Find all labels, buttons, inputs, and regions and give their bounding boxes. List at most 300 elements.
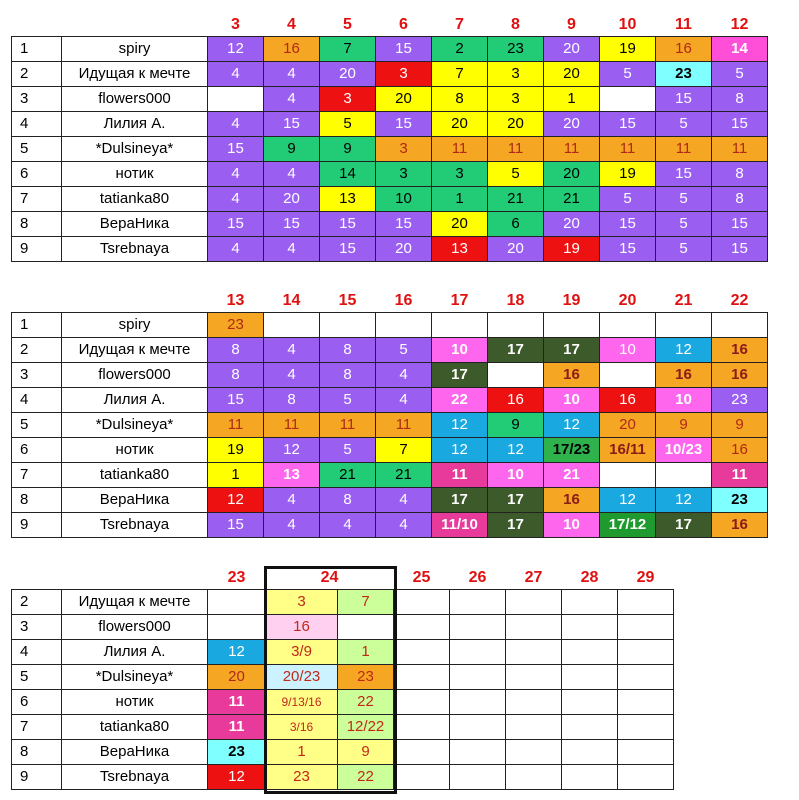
score-cell — [712, 313, 768, 338]
participant-row — [12, 438, 768, 463]
score-cell: 3 — [320, 87, 376, 112]
score-cell: 17 — [432, 488, 488, 513]
participant-row — [12, 413, 768, 438]
participant-name: spiry — [62, 313, 208, 338]
participant-row — [12, 765, 674, 790]
participant-name: Идущая к мечте — [62, 590, 208, 615]
participant-name: Tsrebnaya — [62, 765, 208, 790]
day-number: 21 — [674, 292, 693, 309]
score-cell: 3/16 — [266, 715, 338, 740]
score-cell: 17 — [656, 513, 712, 538]
participant-row — [12, 313, 768, 338]
score-cell — [264, 313, 320, 338]
score-cell: 16 — [544, 363, 600, 388]
score-cell: 5 — [600, 187, 656, 212]
score-cell — [506, 715, 562, 740]
score-cell: 4 — [376, 363, 432, 388]
score-cell: 23 — [712, 388, 768, 413]
score-cell: 11 — [712, 137, 768, 162]
day-number: 19 — [562, 292, 581, 309]
score-cell: 4 — [264, 87, 320, 112]
header-spacer — [62, 567, 208, 590]
score-cell — [450, 690, 506, 715]
day-number: 14 — [282, 292, 301, 309]
day-number: 20 — [618, 292, 637, 309]
score-cell: 20/23 — [266, 665, 338, 690]
participant-row — [12, 388, 768, 413]
score-cell: 12 — [656, 488, 712, 513]
row-index: 3 — [12, 363, 62, 388]
score-cell: 11 — [600, 137, 656, 162]
score-cell: 15 — [656, 87, 712, 112]
score-cell — [600, 463, 656, 488]
day-number: 8 — [511, 16, 520, 33]
score-cell — [506, 640, 562, 665]
day-number: 28 — [580, 569, 599, 586]
score-cell: 5 — [656, 212, 712, 237]
score-cell: 7 — [376, 438, 432, 463]
score-cell — [488, 313, 544, 338]
score-cell: 15 — [600, 112, 656, 137]
score-cell — [562, 740, 618, 765]
score-cell: 4 — [376, 513, 432, 538]
score-cell: 10 — [544, 513, 600, 538]
score-cell: 4 — [264, 62, 320, 87]
participant-row — [12, 590, 674, 615]
score-cell: 7 — [432, 62, 488, 87]
score-cell: 12 — [656, 338, 712, 363]
score-cell — [208, 590, 266, 615]
score-cell: 5 — [600, 62, 656, 87]
score-cell: 11 — [432, 137, 488, 162]
score-cell: 15 — [208, 388, 264, 413]
score-cell: 16 — [712, 438, 768, 463]
participant-name: *Dulsineya* — [62, 665, 208, 690]
score-cell — [450, 665, 506, 690]
schedule-table-days-3-12 — [11, 14, 768, 262]
score-cell: 5 — [320, 438, 376, 463]
day-number: 17 — [450, 292, 469, 309]
score-cell: 4 — [264, 513, 320, 538]
score-cell: 11 — [208, 413, 264, 438]
score-cell — [394, 665, 450, 690]
score-cell: 16 — [712, 363, 768, 388]
score-cell: 20 — [376, 87, 432, 112]
row-index: 4 — [12, 112, 62, 137]
score-cell: 20 — [488, 237, 544, 262]
score-cell: 16 — [600, 388, 656, 413]
participant-row — [12, 363, 768, 388]
score-cell: 16 — [656, 37, 712, 62]
score-cell — [600, 87, 656, 112]
participant-name: нотик — [62, 438, 208, 463]
score-cell: 15 — [656, 162, 712, 187]
score-cell: 23 — [488, 37, 544, 62]
day-number: 7 — [455, 16, 464, 33]
score-cell: 16 — [712, 513, 768, 538]
score-cell — [544, 313, 600, 338]
row-index: 8 — [12, 740, 62, 765]
score-cell — [450, 590, 506, 615]
score-cell: 4 — [376, 388, 432, 413]
participant-row — [12, 715, 674, 740]
score-cell: 11 — [264, 413, 320, 438]
score-cell: 3 — [488, 62, 544, 87]
score-cell: 23 — [266, 765, 338, 790]
score-cell: 3 — [376, 137, 432, 162]
score-cell: 12 — [208, 488, 264, 513]
day-number: 13 — [226, 292, 245, 309]
score-cell: 11/10 — [432, 513, 488, 538]
score-cell: 20 — [544, 212, 600, 237]
day-number: 5 — [343, 16, 352, 33]
score-cell: 12 — [488, 438, 544, 463]
score-cell: 10 — [488, 463, 544, 488]
participant-name: Лилия А. — [62, 388, 208, 413]
score-cell: 14 — [320, 162, 376, 187]
score-cell: 4 — [208, 237, 264, 262]
score-cell: 8 — [712, 187, 768, 212]
score-cell: 11 — [488, 137, 544, 162]
participant-row — [12, 338, 768, 363]
score-cell: 16 — [266, 615, 338, 640]
score-cell: 10 — [656, 388, 712, 413]
score-cell: 15 — [600, 237, 656, 262]
day-number: 24 — [320, 569, 339, 586]
score-cell: 3 — [376, 62, 432, 87]
score-cell: 12 — [600, 488, 656, 513]
score-cell: 19 — [600, 162, 656, 187]
score-cell: 9 — [320, 137, 376, 162]
score-cell: 15 — [600, 212, 656, 237]
score-cell: 15 — [208, 137, 264, 162]
score-cell: 8 — [320, 363, 376, 388]
score-cell: 20 — [488, 112, 544, 137]
score-cell: 20 — [432, 212, 488, 237]
participant-row — [12, 463, 768, 488]
score-cell — [600, 313, 656, 338]
score-cell: 17 — [488, 488, 544, 513]
participant-name: нотик — [62, 690, 208, 715]
score-cell: 16/11 — [600, 438, 656, 463]
row-index: 7 — [12, 715, 62, 740]
score-cell: 23 — [712, 488, 768, 513]
score-cell: 17/23 — [544, 438, 600, 463]
score-cell: 15 — [712, 112, 768, 137]
score-cell: 4 — [264, 363, 320, 388]
score-cell: 23 — [338, 665, 394, 690]
day-number: 15 — [338, 292, 357, 309]
score-cell: 23 — [208, 740, 266, 765]
schedule-grid — [11, 567, 674, 790]
score-cell: 17 — [488, 338, 544, 363]
day-number: 6 — [399, 16, 408, 33]
score-cell: 20 — [544, 162, 600, 187]
score-cell: 15 — [320, 212, 376, 237]
score-cell: 23 — [656, 62, 712, 87]
score-cell — [618, 590, 674, 615]
row-index: 6 — [12, 438, 62, 463]
score-cell: 5 — [376, 338, 432, 363]
row-index: 8 — [12, 488, 62, 513]
participant-row — [12, 237, 768, 262]
score-cell: 4 — [264, 237, 320, 262]
row-index: 6 — [12, 162, 62, 187]
participant-name: ВераНика — [62, 740, 208, 765]
score-cell: 3 — [488, 87, 544, 112]
score-cell: 17 — [544, 338, 600, 363]
score-cell — [394, 715, 450, 740]
score-cell: 3 — [266, 590, 338, 615]
participant-name: нотик — [62, 162, 208, 187]
day-number: 9 — [567, 16, 576, 33]
participant-row — [12, 665, 674, 690]
row-index: 7 — [12, 187, 62, 212]
score-cell: 11 — [712, 463, 768, 488]
score-cell: 15 — [376, 37, 432, 62]
day-number: 11 — [675, 16, 692, 33]
score-cell — [562, 665, 618, 690]
participant-name: tatianka80 — [62, 187, 208, 212]
score-cell — [506, 690, 562, 715]
header-spacer — [62, 14, 208, 37]
participant-name: *Dulsineya* — [62, 137, 208, 162]
score-cell: 8 — [264, 388, 320, 413]
score-cell: 22 — [432, 388, 488, 413]
score-cell — [394, 590, 450, 615]
score-cell: 21 — [544, 187, 600, 212]
participant-row — [12, 488, 768, 513]
score-cell: 8 — [208, 363, 264, 388]
score-cell — [506, 765, 562, 790]
score-cell: 10 — [544, 388, 600, 413]
participant-name: Идущая к мечте — [62, 338, 208, 363]
score-cell: 8 — [320, 338, 376, 363]
participant-name: tatianka80 — [62, 715, 208, 740]
row-index: 3 — [12, 615, 62, 640]
day-number: 29 — [636, 569, 655, 586]
score-cell: 9 — [712, 413, 768, 438]
score-cell: 21 — [544, 463, 600, 488]
participant-row — [12, 137, 768, 162]
score-cell — [618, 615, 674, 640]
header-spacer — [12, 290, 62, 313]
score-cell: 17/12 — [600, 513, 656, 538]
participant-row — [12, 162, 768, 187]
score-cell: 4 — [264, 338, 320, 363]
score-cell: 8 — [208, 338, 264, 363]
score-cell — [618, 690, 674, 715]
row-index: 6 — [12, 690, 62, 715]
participant-name: Tsrebnaya — [62, 513, 208, 538]
score-cell: 14 — [712, 37, 768, 62]
schedule-table-days-23-29 — [11, 567, 674, 790]
score-cell: 16 — [488, 388, 544, 413]
score-cell: 17 — [432, 363, 488, 388]
schedule-grid — [11, 290, 768, 538]
score-cell: 20 — [320, 62, 376, 87]
score-cell: 16 — [712, 338, 768, 363]
score-cell: 4 — [264, 488, 320, 513]
score-cell — [394, 615, 450, 640]
score-cell — [562, 715, 618, 740]
score-cell: 10 — [376, 187, 432, 212]
score-cell: 3 — [376, 162, 432, 187]
score-cell: 12 — [264, 438, 320, 463]
score-cell: 20 — [600, 413, 656, 438]
score-cell: 8 — [712, 162, 768, 187]
score-cell: 12 — [432, 438, 488, 463]
score-cell — [320, 313, 376, 338]
score-cell — [394, 690, 450, 715]
score-cell: 21 — [320, 463, 376, 488]
score-cell: 4 — [376, 488, 432, 513]
day-number: 16 — [394, 292, 413, 309]
score-cell: 5 — [656, 112, 712, 137]
day-number: 18 — [506, 292, 525, 309]
score-cell: 1 — [544, 87, 600, 112]
score-cell — [618, 665, 674, 690]
score-cell: 20 — [544, 37, 600, 62]
score-cell: 4 — [208, 187, 264, 212]
score-cell — [450, 615, 506, 640]
score-cell: 19 — [544, 237, 600, 262]
participant-name: Tsrebnaya — [62, 237, 208, 262]
score-cell — [618, 640, 674, 665]
participant-name: ВераНика — [62, 212, 208, 237]
score-cell — [506, 615, 562, 640]
score-cell — [600, 363, 656, 388]
participant-name: Лилия А. — [62, 640, 208, 665]
score-cell: 15 — [712, 237, 768, 262]
score-cell — [208, 615, 266, 640]
header-spacer — [62, 290, 208, 313]
score-cell: 10 — [600, 338, 656, 363]
row-index: 2 — [12, 590, 62, 615]
score-cell — [562, 615, 618, 640]
participant-name: Лилия А. — [62, 112, 208, 137]
participant-row — [12, 112, 768, 137]
day-number: 4 — [287, 16, 296, 33]
score-cell: 20 — [544, 62, 600, 87]
score-cell: 11 — [208, 690, 266, 715]
score-cell: 20 — [432, 112, 488, 137]
score-cell: 15 — [376, 212, 432, 237]
score-cell: 4 — [208, 62, 264, 87]
score-cell: 20 — [544, 112, 600, 137]
day-number: 25 — [412, 569, 431, 586]
score-cell: 9 — [264, 137, 320, 162]
score-cell — [562, 590, 618, 615]
participant-row — [12, 690, 674, 715]
score-cell: 9 — [488, 413, 544, 438]
score-cell: 11 — [544, 137, 600, 162]
score-cell: 9/13/16 — [266, 690, 338, 715]
score-cell: 8 — [320, 488, 376, 513]
schedule-grid — [11, 14, 768, 262]
day-number: 10 — [618, 16, 637, 33]
score-cell: 11 — [208, 715, 266, 740]
participant-name: flowers000 — [62, 363, 208, 388]
score-cell — [450, 765, 506, 790]
score-cell — [618, 715, 674, 740]
day-number: 12 — [730, 16, 749, 33]
score-cell: 16 — [264, 37, 320, 62]
row-index: 1 — [12, 37, 62, 62]
score-cell: 20 — [208, 665, 266, 690]
score-cell: 5 — [320, 388, 376, 413]
row-index: 1 — [12, 313, 62, 338]
row-index: 4 — [12, 640, 62, 665]
row-index: 2 — [12, 338, 62, 363]
score-cell: 15 — [320, 237, 376, 262]
score-cell: 10/23 — [656, 438, 712, 463]
row-index: 2 — [12, 62, 62, 87]
day-number: 27 — [524, 569, 543, 586]
score-cell — [208, 87, 264, 112]
score-cell: 23 — [208, 313, 264, 338]
score-cell — [562, 640, 618, 665]
score-cell: 15 — [712, 212, 768, 237]
score-cell: 5 — [712, 62, 768, 87]
score-cell: 4 — [264, 162, 320, 187]
score-cell: 5 — [488, 162, 544, 187]
score-cell: 12/22 — [338, 715, 394, 740]
score-cell: 4 — [208, 162, 264, 187]
participant-row — [12, 37, 768, 62]
score-cell: 22 — [338, 765, 394, 790]
score-cell: 12 — [208, 640, 266, 665]
score-cell: 13 — [320, 187, 376, 212]
score-cell — [432, 313, 488, 338]
participant-name: spiry — [62, 37, 208, 62]
row-index: 5 — [12, 413, 62, 438]
score-cell: 7 — [320, 37, 376, 62]
score-cell: 15 — [208, 212, 264, 237]
score-cell — [656, 463, 712, 488]
participant-name: ВераНика — [62, 488, 208, 513]
score-cell — [656, 313, 712, 338]
score-cell: 15 — [264, 112, 320, 137]
participant-row — [12, 513, 768, 538]
score-cell: 12 — [208, 765, 266, 790]
day-header-row — [12, 567, 674, 590]
row-index: 5 — [12, 137, 62, 162]
participant-row — [12, 640, 674, 665]
day-number: 26 — [468, 569, 487, 586]
score-cell — [488, 363, 544, 388]
score-cell: 9 — [656, 413, 712, 438]
score-cell: 6 — [488, 212, 544, 237]
score-cell: 8 — [712, 87, 768, 112]
header-spacer — [12, 14, 62, 37]
score-cell: 17 — [488, 513, 544, 538]
score-cell — [394, 765, 450, 790]
row-index: 9 — [12, 237, 62, 262]
score-cell: 16 — [544, 488, 600, 513]
score-cell — [450, 640, 506, 665]
score-cell: 16 — [656, 363, 712, 388]
score-cell: 5 — [320, 112, 376, 137]
participant-name: *Dulsineya* — [62, 413, 208, 438]
score-cell: 13 — [264, 463, 320, 488]
score-cell: 13 — [432, 237, 488, 262]
score-cell: 3 — [432, 162, 488, 187]
day-header-row — [12, 14, 768, 37]
score-cell: 15 — [264, 212, 320, 237]
score-cell: 21 — [376, 463, 432, 488]
score-cell — [506, 665, 562, 690]
